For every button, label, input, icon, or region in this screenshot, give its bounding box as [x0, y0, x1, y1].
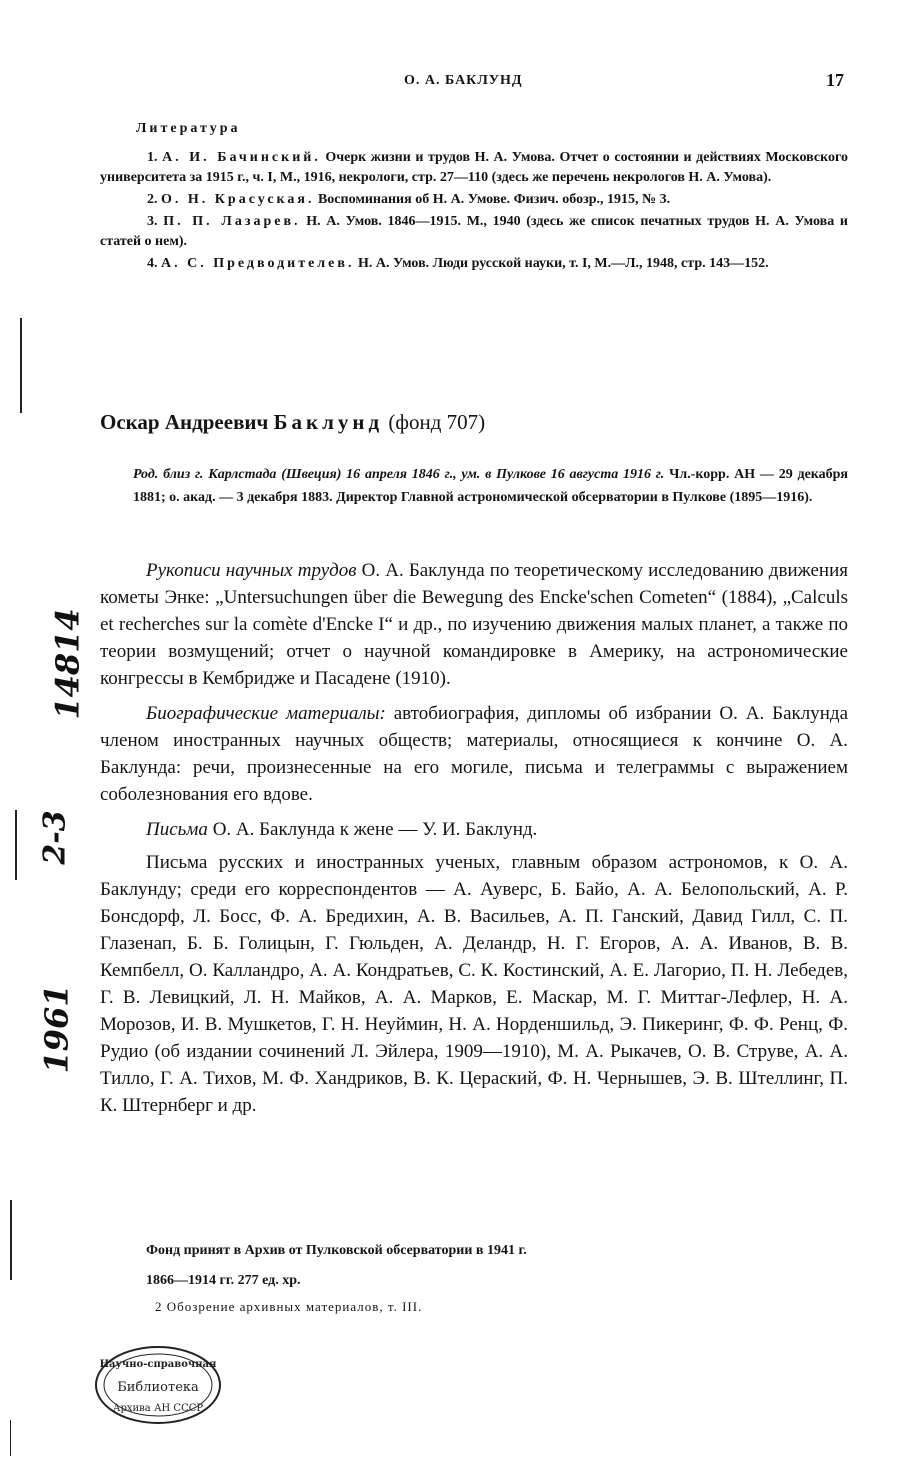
- margin-note-1: 14814: [48, 608, 87, 720]
- margin-line: [15, 810, 17, 880]
- literature-heading: Литература: [136, 121, 241, 136]
- running-title: О. А. БАКЛУНД: [404, 73, 523, 88]
- paragraph-biographical: Биографические материалы: автобиография, дипломы об избрании О. А. Баклунда членом иностранных научных обществ; материалы, относящиеся к кончине О. А. Баклунда: речи, произнесенные на его могиле, письма и телеграммы с выражением соболезнования его вдове.: [100, 703, 848, 805]
- fond-footer: [146, 1240, 846, 1292]
- literature-item: 4. А. С. Предводителев. Н. А. Умов. Люди русской науки, т. I, М.—Л., 1948, стр. 143—152.: [147, 256, 769, 271]
- library-stamp: [94, 1345, 222, 1425]
- paragraph-letters: Письма О. А. Баклунда к жене — У. И. Баклунд.: [146, 819, 538, 840]
- literature-item: 2. О. Н. Красуская. Воспоминания об Н. А. Умове. Физич. обозр., 1915, № 3.: [147, 192, 671, 207]
- margin-line: [10, 1200, 12, 1280]
- section-title: [100, 410, 485, 435]
- paragraph-correspondents: Письма русских и иностранных ученых, главным образом астрономов, к О. А. Баклунду; среди его корреспондентов — А. Ауверс, Б. Байо, А. А. Белопольский, А. Р. Бонсдорф, Л. Босс, Ф. А. Бредихин, А. В. Васильев, А. П. Ганский, Давид Гилл, С. П. Глазенап, Б. Б. Голицын, Г. Гюльден, А. Деландр, Н. Г. Егоров, А. А. Иванов, В. В. Кемпбелл, О. Калландро, А. А. Кондратьев, С. К. Костинский, А. Е. Лагорио, П. Н. Лебедев, Г. В. Левицкий, Л. Н. Майков, А. А. Марков, Е. Маскар, М. Г. Миттаг-Лефлер, Н. А. Морозов, И. В. Мушкетов, Г. Н. Неуймин, Н. А. Норденшильд, Э. Пикеринг, Ф. Ф. Ренц, Ф. Рудио (об издании сочинений Л. Эйлера, 1909—1910), М. А. Рыкачев, О. В. Струве, А. А. Тилло, Г. А. Тихов, М. Ф. Хандриков, В. К. Цераский, Ф. Н. Чернышев, Э. В. Штеллинг, П. К. Штернберг и др.: [100, 852, 848, 1116]
- margin-line: [10, 1420, 11, 1456]
- literature-author: П. П. Лазарев.: [163, 214, 301, 229]
- stamp-line-3: Архива АН СССР: [112, 1403, 204, 1414]
- literature-list: [100, 148, 848, 276]
- literature-author: А. И. Бачинский.: [162, 150, 321, 165]
- fond-received: Фонд принят в Архив от Пулковской обсерватории в 1941 г.: [146, 1243, 527, 1258]
- literature-author: О. Н. Красуская.: [161, 192, 315, 207]
- margin-line: [20, 318, 22, 413]
- paragraph-manuscripts: Рукописи научных трудов О. А. Баклунда по теоретическому исследованию движения кометы Энке: „Untersuchungen über die Bewegung des Encke'schen Cometen“ (1884), „Calculs et recherches sur la comète d'Encke I“ и др., по изучению движения малых планет, а также по теории возмущений; отчет о научной командировке в Америку, на астрономические конгрессы в Кембридже и Пасадене (1910).: [100, 560, 849, 689]
- margin-note-2: 2-3: [37, 810, 73, 865]
- bio-summary: Род. близ г. Карлстада (Швеция) 16 апреля 1846 г., ум. в Пулкове 16 августа 1916 г. Чл.-корр. АН — 29 декабря 1881; о. акад. — 3 декабря 1883. Директор Главной астрономической обсерватории в Пулкове (1895—1916).: [133, 467, 849, 505]
- margin-note-3: 1961: [37, 984, 76, 1074]
- stamp-line-1: Научно-справочная: [99, 1359, 217, 1370]
- stamp-line-2: Библиотека: [117, 1380, 199, 1395]
- body-text: [100, 557, 848, 1127]
- person-surname: Баклунд: [273, 410, 384, 434]
- literature-item: 1. А. И. Бачинский. Очерк жизни и трудов Н. А. Умова. Отчет о состоянии и действиях Московского университета за 1915 г., ч. I, М., 1916, некрологи, стр. 27—110 (здесь же перечень некрологов Н. А. Умова).: [100, 150, 848, 185]
- person-name: Оскар Андреевич: [100, 410, 269, 434]
- literature-item: 3. П. П. Лазарев. Н. А. Умов. 1846—1915. М., 1940 (здесь же список печатных трудов Н. А. Умова и статей о нем).: [100, 214, 848, 249]
- fond-extent: 1866—1914 гг. 277 ед. хр.: [146, 1273, 301, 1288]
- fond-number: (фонд 707): [388, 410, 486, 434]
- literature-author: А. С. Предводителев.: [161, 256, 355, 271]
- footnote: 2 Обозрение архивных материалов, т. III.: [155, 1299, 423, 1314]
- page-number: 17: [826, 70, 844, 90]
